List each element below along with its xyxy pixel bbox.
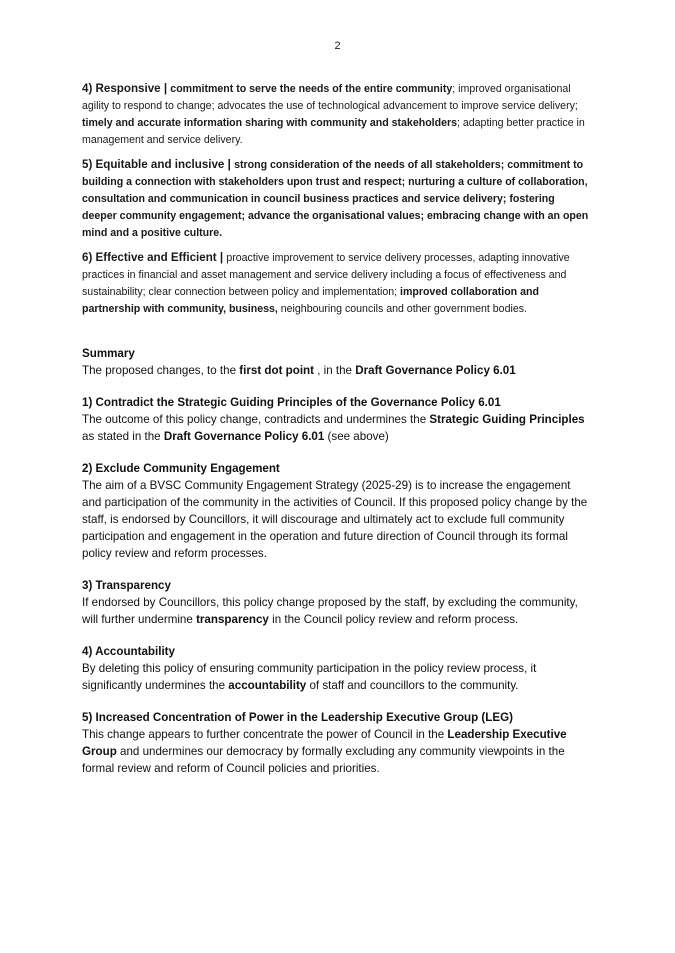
summary-section — [82, 460, 592, 562]
text-run: ; adapting better practice in management and service delivery. — [82, 117, 585, 146]
bold-text-run: commitment to serve the needs of the entire community — [170, 83, 453, 95]
bold-text-run: transparency — [196, 613, 269, 626]
text-run: The outcome of this policy change, contradicts and undermines the — [82, 413, 430, 426]
section-spacer — [82, 325, 592, 345]
bold-text-run: improved collaboration and partnership with community, business, — [82, 286, 539, 315]
bold-text-run: accountability — [228, 679, 307, 692]
summary-section — [82, 709, 592, 777]
principle-paragraph — [82, 249, 592, 318]
summary-sections — [82, 345, 592, 777]
text-run: neighbouring councils and other government bodies. — [277, 303, 527, 315]
text-run: and undermines our democracy by formally excluding any community viewpoints in the formal review and reform of Council policies and priorities. — [82, 745, 565, 775]
text-run: of staff and councillors to the community. — [306, 679, 519, 692]
section-heading: 5) Increased Concentration of Power in the Leadership Executive Group (LEG) — [82, 711, 513, 724]
page-number: 2 — [334, 40, 341, 52]
text-run: The aim of a BVSC Community Engagement Strategy (2025-29) is to increase the engagement and participation of the community in the activities of Council. If this proposed policy change by the staff, is endorsed by Councillors, it will discourage and ultimately act to exclude full community participation and engagement in the operation and future direction of Council through its formal policy review and reform processes. — [82, 479, 588, 560]
text-run: (see above) — [324, 430, 389, 443]
text-run: If endorsed by Councillors, this policy change proposed by the staff, by excluding the community, will further undermine — [82, 596, 578, 626]
principle-title: 5) Equitable and inclusive | — [82, 158, 235, 171]
bold-text-run: first dot point — [239, 364, 314, 377]
section-body — [82, 728, 567, 775]
bold-text-run: Draft Governance Policy 6.01 — [163, 430, 325, 443]
summary-section — [82, 394, 592, 445]
text-run: as stated in the — [82, 430, 164, 443]
summary-section — [82, 643, 592, 694]
principle-title: 4) Responsive | — [82, 82, 171, 95]
principle-paragraph — [82, 156, 592, 242]
section-heading: 2) Exclude Community Engagement — [82, 462, 280, 475]
section-body — [82, 662, 536, 692]
section-heading: 3) Transparency — [82, 579, 171, 592]
principle-title: 6) Effective and Efficient | — [82, 251, 227, 264]
text-run: By deleting this policy of ensuring community participation in the policy review process, it significantly undermines the — [82, 662, 537, 692]
section-body — [82, 596, 578, 626]
text-run: proactive improvement to service delivery processes, adapting innovative practices in financial and asset management and service delivery including a focus of effectiveness and sustainability; clear connection between policy and implementation; — [82, 252, 570, 298]
section-body — [82, 479, 587, 560]
section-heading: 4) Accountability — [82, 645, 175, 658]
summary-section — [82, 345, 592, 379]
text-run: The proposed changes, to the — [82, 364, 240, 377]
text-run: This change appears to further concentrate the power of Council in the — [82, 728, 448, 741]
bold-text-run: Leadership Executive Group — [82, 728, 567, 758]
bold-text-run: strong consideration of the needs of all stakeholders; commitment to building a connection with stakeholders upon trust and respect; nurturing a culture of collaboration, consultation and communication in council business practices and service delivery; fostering deeper community engagement; advance the organisational values; embracing change with an open mind and a positive culture. — [82, 159, 589, 239]
guiding-principles-list — [82, 80, 592, 318]
bold-text-run: Draft Governance Policy 6.01 — [355, 364, 516, 377]
bold-text-run: timely and accurate information sharing with community and stakeholders — [82, 117, 457, 129]
text-run: ; improved organisational agility to respond to change; advocates the use of technological advancement to improve service delivery; — [82, 83, 578, 112]
section-heading: Summary — [82, 347, 135, 360]
section-body — [82, 413, 585, 443]
section-body — [82, 364, 516, 377]
text-run: in the Council policy review and reform process. — [268, 613, 519, 626]
section-heading: 1) Contradict the Strategic Guiding Principles of the Governance Policy 6.01 — [82, 396, 501, 409]
bold-text-run: Strategic Guiding Principles — [429, 413, 585, 426]
document-body — [82, 80, 592, 792]
principle-paragraph — [82, 80, 592, 149]
summary-section — [82, 577, 592, 628]
text-run: , in the — [313, 364, 356, 377]
